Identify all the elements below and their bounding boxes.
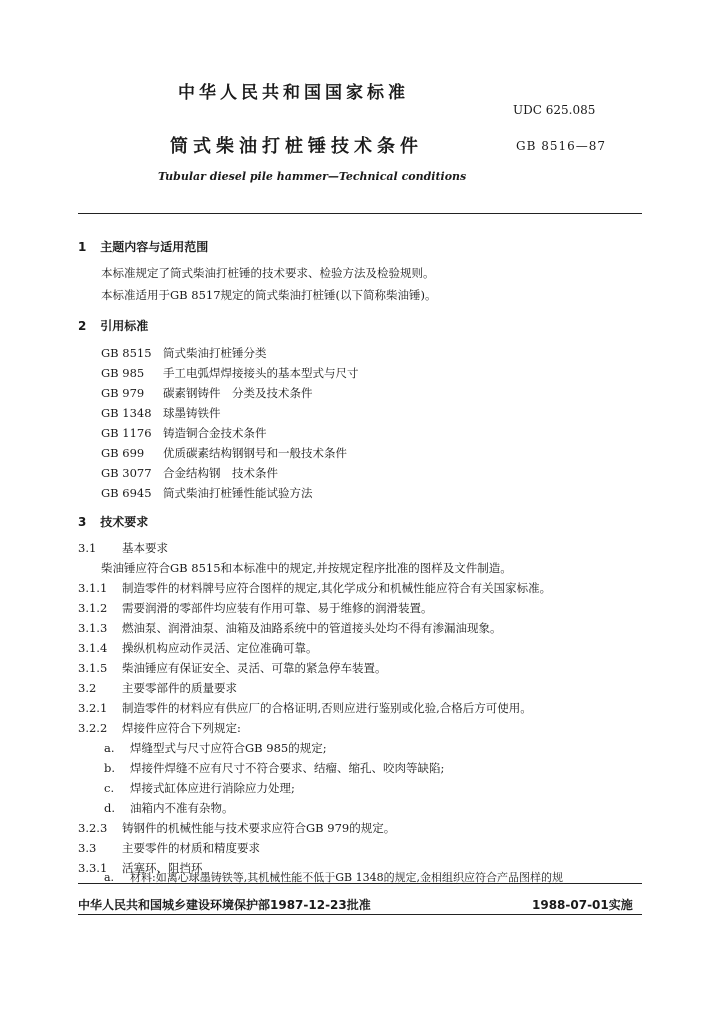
reference-code: GB 1176 [101, 426, 152, 440]
list-label: a. [104, 741, 115, 755]
clause-text: 基本要求 [122, 541, 168, 555]
section-number: 3 [78, 515, 87, 529]
clause-text: 制造零件的材料牌号应符合图样的规定,其化学成分和机械性能应符合有关国家标准。 [122, 581, 552, 595]
paragraph: 柴油锤应符合GB 8515和本标准中的规定,并按规定程序批准的图样及文件制造。 [101, 561, 512, 575]
paragraph: 本标准规定了筒式柴油打桩锤的技术要求、检验方法及检验规则。 [101, 266, 435, 280]
reference-title: 合金结构钢 技术条件 [163, 466, 278, 480]
clause-3-1-3 [78, 621, 502, 635]
reference-code: GB 979 [101, 386, 145, 400]
reference-item [101, 465, 278, 481]
clause-text: 活塞环、阻挡环 [122, 861, 203, 875]
section-heading-1 [78, 238, 208, 255]
clause-3-2-2 [78, 721, 241, 735]
list-label: d. [104, 801, 116, 815]
clause-text: 制造零件的材料应有供应厂的合格证明,否则应进行鉴别或化验,合格后方可使用。 [122, 701, 532, 715]
reference-title: 筒式柴油打桩锤性能试验方法 [163, 486, 313, 500]
section-number: 2 [78, 319, 87, 333]
list-item [104, 871, 563, 885]
section-heading-3 [78, 513, 148, 530]
list-item [104, 801, 234, 815]
section-title: 引用标准 [100, 319, 149, 333]
reference-code: GB 6945 [101, 486, 152, 500]
clause-number: 3.2 [78, 681, 97, 695]
clause-text: 铸钢件的机械性能与技术要求应符合GB 979的规定。 [122, 821, 396, 835]
clause-text: 操纵机构应动作灵活、定位准确可靠。 [122, 641, 318, 655]
paragraph: 本标准适用于GB 8517规定的筒式柴油打桩锤(以下简称柴油锤)。 [101, 288, 437, 302]
clause-3-1-2 [78, 601, 433, 615]
clause-text: 柴油锤应有保证安全、灵活、可靠的紧急停车装置。 [122, 661, 387, 675]
clause-number: 3.1 [78, 541, 97, 555]
reference-title: 球墨铸铁件 [163, 406, 221, 420]
reference-code: GB 1348 [101, 406, 152, 420]
clause-number: 3.3 [78, 841, 97, 855]
clause-3-1 [78, 541, 168, 555]
clause-3-1-5 [78, 661, 387, 675]
english-title: Tubular diesel pile hammer—Technical conditions [158, 170, 467, 183]
reference-code: GB 3077 [101, 466, 152, 480]
list-label: a. [104, 871, 115, 884]
section-title: 主题内容与适用范围 [100, 240, 209, 254]
reference-code: GB 8515 [101, 346, 152, 360]
reference-title: 优质碳素结构钢钢号和一般技术条件 [163, 446, 347, 460]
reference-item [101, 365, 359, 381]
clause-number: 3.3.1 [78, 861, 108, 875]
effective-date: 1988-07-01实施 [532, 898, 633, 912]
list-item [104, 741, 327, 755]
clause-3-2-1 [78, 701, 532, 715]
reference-title: 筒式柴油打桩锤分类 [163, 346, 267, 360]
list-text: 焊缝型式与尺寸应符合GB 985的规定; [130, 741, 327, 755]
clause-number: 3.2.2 [78, 721, 108, 735]
reference-item [101, 405, 221, 421]
reference-code: GB 699 [101, 446, 145, 460]
issuer-approval: 中华人民共和国城乡建设环境保护部1987-12-23批准 [78, 898, 371, 912]
document-title: 筒式柴油打桩锤技术条件 [170, 136, 423, 157]
clause-text: 需要润滑的零部件均应装有作用可靠、易于维修的润滑装置。 [122, 601, 433, 615]
list-text: 焊接式缸体应进行消除应力处理; [130, 781, 295, 795]
list-text: 焊接件焊缝不应有尺寸不符合要求、结瘤、缩孔、咬肉等缺陷; [130, 761, 445, 775]
clause-number: 3.1.1 [78, 581, 108, 595]
reference-item [101, 485, 313, 501]
reference-item [101, 445, 347, 461]
clause-number: 3.1.2 [78, 601, 108, 615]
clause-number: 3.2.3 [78, 821, 108, 835]
reference-title: 碳素钢铸件 分类及技术条件 [163, 386, 313, 400]
clause-number: 3.2.1 [78, 701, 108, 715]
clause-text: 燃油泵、润滑油泵、油箱及油路系统中的管道接头处均不得有渗漏油现象。 [122, 621, 502, 635]
clause-3-3 [78, 841, 260, 855]
reference-item [101, 385, 313, 401]
list-item [104, 781, 295, 795]
reference-code: GB 985 [101, 366, 145, 380]
clause-number: 3.1.4 [78, 641, 108, 655]
clause-text: 主要零件的材质和精度要求 [122, 841, 260, 855]
footer-divider-bottom [78, 914, 642, 915]
section-title: 技术要求 [100, 515, 149, 529]
list-text: 材料:如离心球墨铸铁等,其机械性能不低于GB 1348的规定,金相组织应符合产品图样的规 [130, 871, 564, 884]
clause-3-1-1 [78, 581, 551, 595]
standard-title: 中华人民共和国国家标准 [178, 83, 409, 103]
list-text: 油箱内不准有杂物。 [130, 801, 234, 815]
udc-code: UDC 625.085 [513, 103, 596, 117]
list-item [104, 761, 444, 775]
clause-3-2 [78, 681, 237, 695]
reference-title: 手工电弧焊焊接接头的基本型式与尺寸 [163, 366, 359, 380]
clause-3-2-3 [78, 821, 395, 835]
section-number: 1 [78, 240, 87, 254]
clause-text: 焊接件应符合下列规定: [122, 721, 241, 735]
reference-item [101, 345, 267, 361]
list-label: b. [104, 761, 116, 775]
header-divider [78, 213, 642, 214]
list-label: c. [104, 781, 115, 795]
reference-title: 铸造铜合金技术条件 [163, 426, 267, 440]
clause-text: 主要零部件的质量要求 [122, 681, 237, 695]
clause-number: 3.1.5 [78, 661, 108, 675]
gb-number: GB 8516—87 [516, 139, 607, 153]
clause-number: 3.1.3 [78, 621, 108, 635]
section-heading-2 [78, 317, 148, 334]
reference-item [101, 425, 267, 441]
clause-3-1-4 [78, 641, 318, 655]
